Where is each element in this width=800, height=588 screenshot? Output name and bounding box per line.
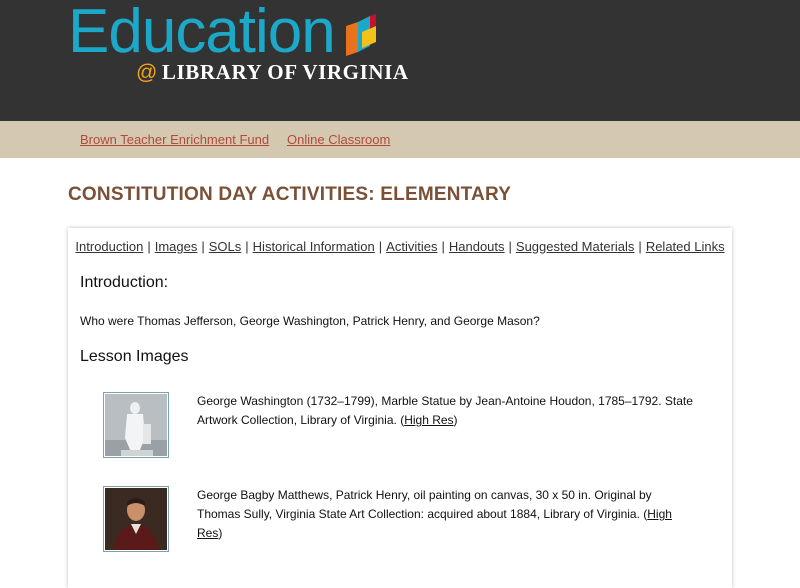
toc-link-related-links[interactable]: Related Links	[645, 239, 725, 254]
toc-link-sols[interactable]: SOLs	[208, 239, 242, 254]
toc-separator: |	[201, 239, 205, 254]
content-card	[68, 228, 732, 588]
logo-at-symbol: @	[136, 61, 158, 84]
section-toc	[68, 239, 732, 254]
toc-separator: |	[638, 239, 642, 254]
logo-education-text[interactable]: Education	[68, 0, 335, 66]
toc-link-activities[interactable]: Activities	[386, 239, 438, 254]
caption-tail: )	[218, 526, 223, 540]
toc-link-historical-information[interactable]: Historical Information	[252, 239, 375, 254]
toc-link-suggested-materials[interactable]: Suggested Materials	[515, 239, 635, 254]
book-logo-icon	[340, 12, 380, 60]
lesson-images-heading: Lesson Images	[80, 348, 189, 365]
statue-image	[105, 394, 167, 456]
page-title: CONSTITUTION DAY ACTIVITIES: ELEMENTARY	[68, 184, 512, 205]
site-header	[0, 0, 800, 121]
toc-link-introduction[interactable]: Introduction	[75, 239, 144, 254]
logo-library-of-virginia[interactable]	[136, 60, 409, 85]
logo-sub-text: LIBRARY OF VIRGINIA	[161, 60, 409, 84]
toc-separator: |	[147, 239, 151, 254]
toc-link-handouts[interactable]: Handouts	[448, 239, 505, 254]
caption-tail: )	[453, 413, 458, 427]
high-res-link-patrick-henry[interactable]: High Res	[197, 507, 672, 540]
introduction-text: Who were Thomas Jefferson, George Washington, Patrick Henry, and George Mason?	[80, 314, 540, 328]
toc-separator: |	[378, 239, 383, 254]
caption-text: George Bagby Matthews, Patrick Henry, oil painting on canvas, 30 x 50 in. Original by Thomas Sully, Virginia State Art Collection: acquired about 1884, Library of Virginia. (	[197, 488, 652, 521]
introduction-heading: Introduction:	[80, 274, 169, 291]
toc-separator: |	[245, 239, 249, 254]
nav-link-online-classroom[interactable]: Online Classroom	[287, 132, 391, 147]
caption-text: George Washington (1732–1799), Marble Statue by Jean-Antoine Houdon, 1785–1792. State Artwork Collection, Library of Virginia. (	[197, 394, 693, 427]
high-res-link-washington[interactable]: High Res	[404, 413, 454, 427]
image-caption-washington	[197, 392, 697, 430]
toc-separator: |	[508, 239, 512, 254]
top-nav	[0, 121, 800, 158]
toc-link-images[interactable]: Images	[154, 239, 198, 254]
nav-link-brown-teacher-fund[interactable]: Brown Teacher Enrichment Fund	[80, 132, 270, 147]
patrick-henry-thumbnail[interactable]	[103, 486, 169, 552]
portrait-image	[105, 488, 167, 550]
washington-statue-thumbnail[interactable]	[103, 392, 169, 458]
image-caption-patrick-henry	[197, 486, 697, 543]
toc-separator: |	[441, 239, 445, 254]
